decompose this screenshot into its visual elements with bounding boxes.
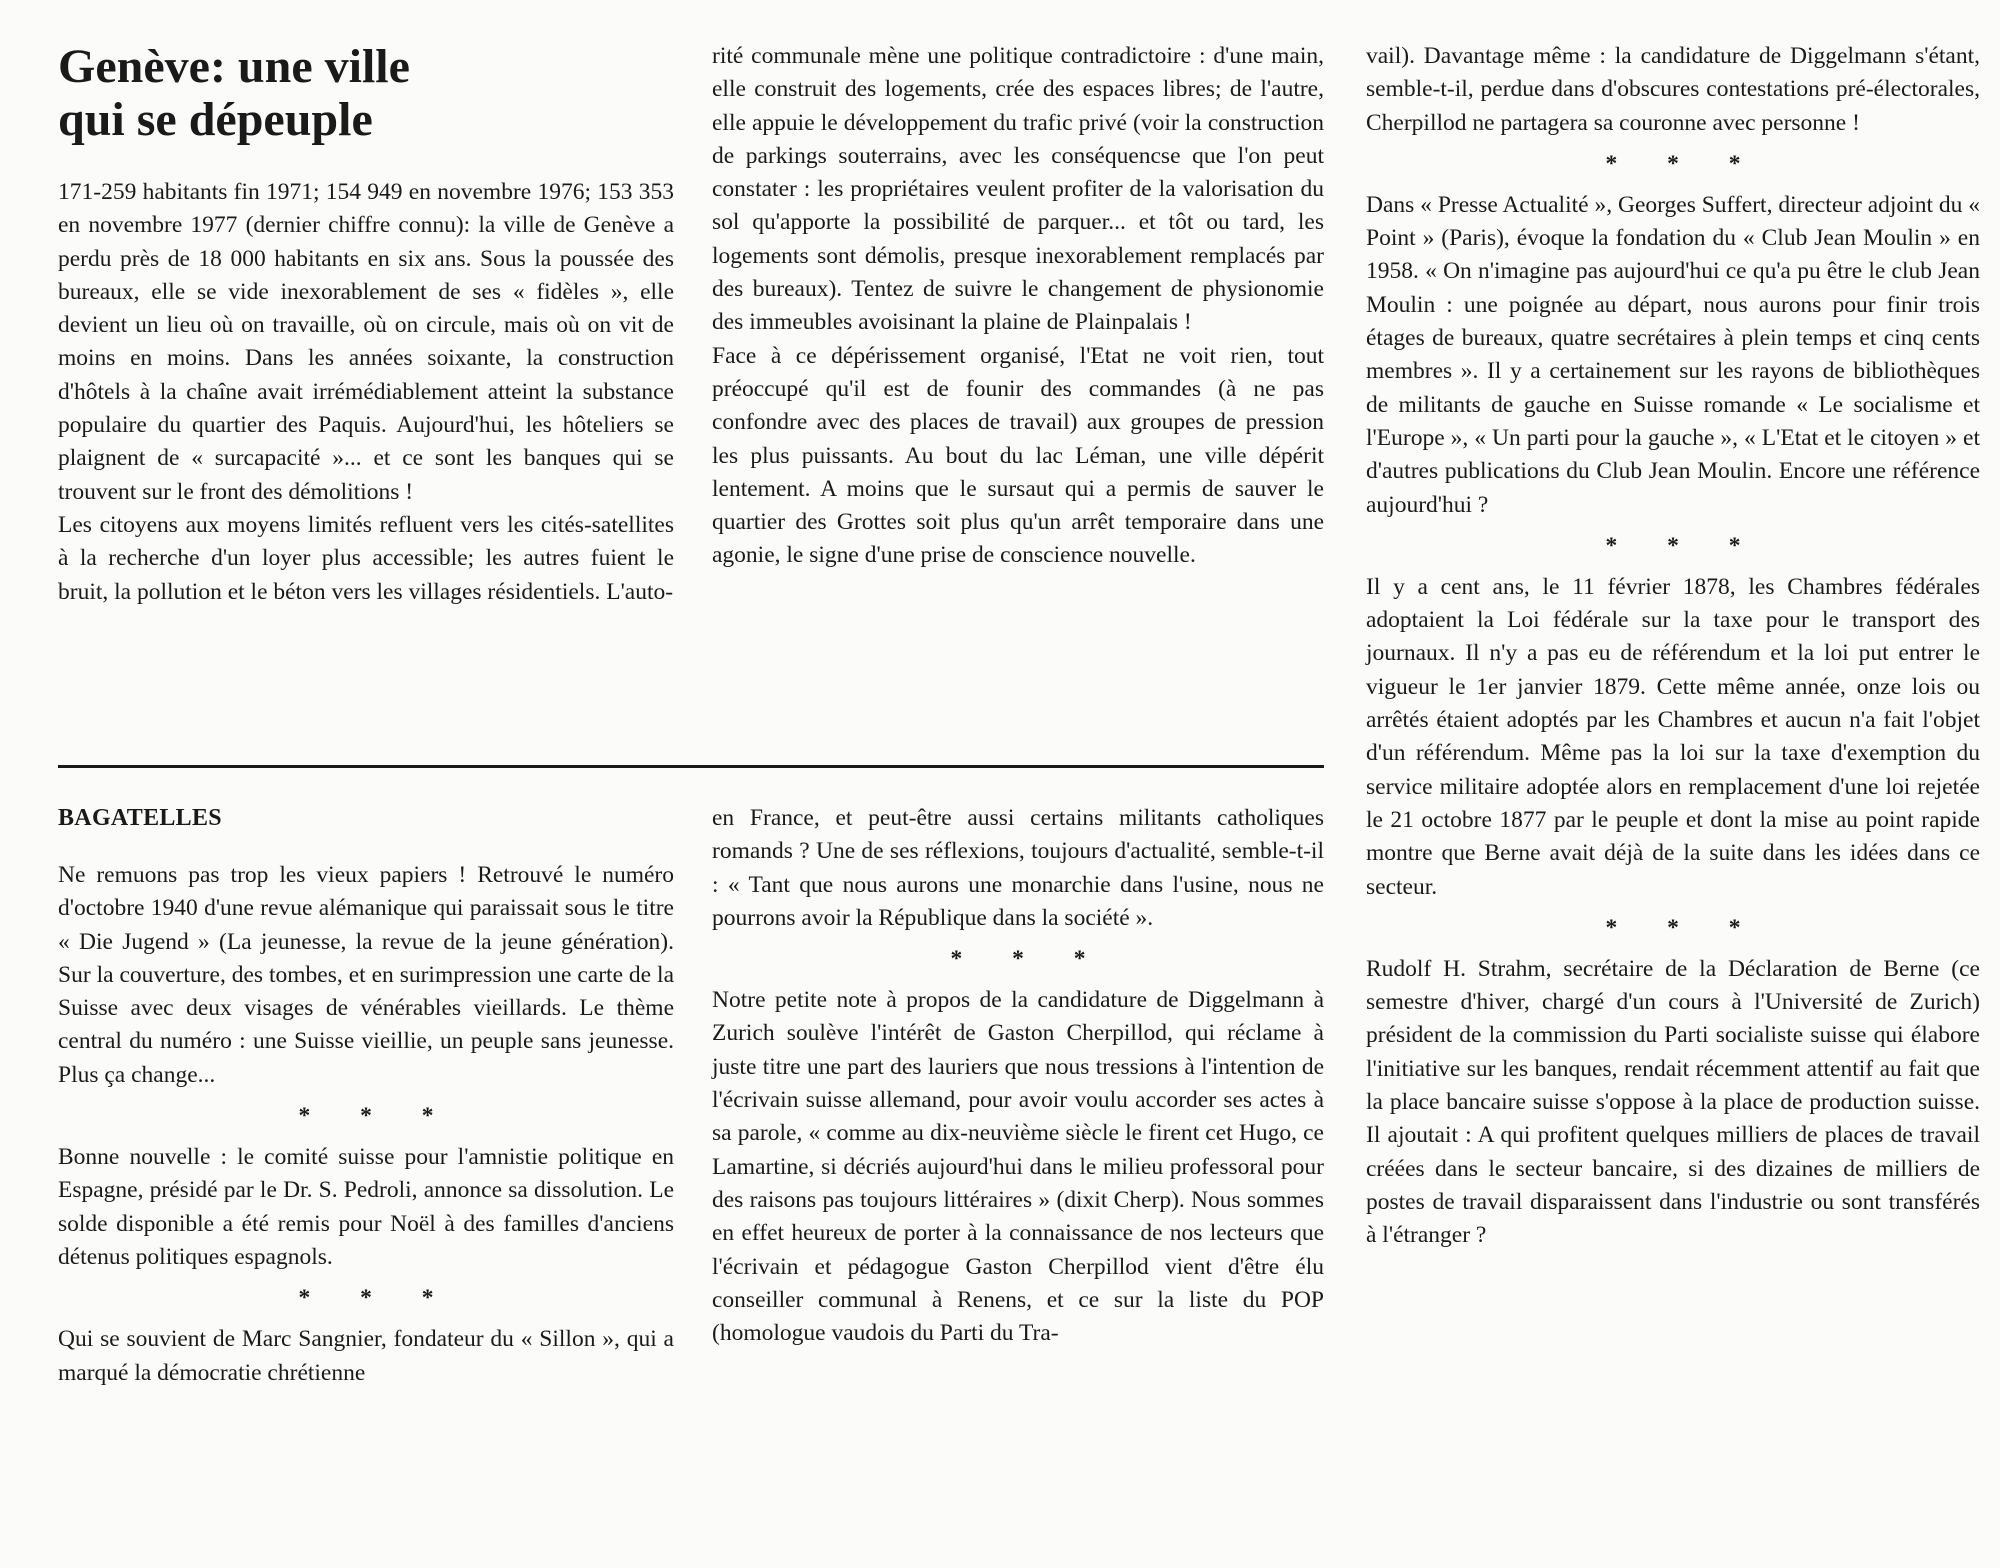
- bagatelles-paragraph: en France, et peut-être aussi certains militants catholiques romands ? Une de ses réflexions, toujours d'actualité, semble-t-il : « Tant que nous aurons une monarchie dans l'usine, nous ne pourrons avoir la République dans la société ».: [712, 805, 1324, 931]
- bagatelles-paragraph: Bonne nouvelle : le comité suisse pour l'amnistie politique en Espagne, présidé par le Dr. S. Pedroli, annonce sa dissolution. Le solde disponible a été remis pour Noël à des familles d'anciens détenus politiques espagnols.: [58, 1144, 674, 1270]
- section-separator: * * *: [1605, 914, 1763, 941]
- bagatelles-column-2: [712, 802, 1324, 1350]
- article-paragraph: Face à ce dépérissement organisé, l'Etat ne voit rien, tout préoccupé qu'il est de founir des commandes (à ne pas confondre avec des places de travail) aux groupes de pression les plus puissants. Au bout du lac Léman, une ville dépérit lentement. A moins que le sursaut qui a permis de sauver le quartier des Grottes soit plus qu'un arrêt temporaire dans une agonie, le signe d'une prise de conscience nouvelle.: [712, 342, 1324, 569]
- horizontal-divider: [58, 765, 1324, 768]
- bagatelles-paragraph: vail). Davantage même : la candidature de Diggelmann s'étant, semble-t-il, perdue dans d'obscures contestations pré-électorales, Cherpillod ne partagera sa couronne avec personne !: [1366, 43, 1980, 136]
- bagatelles-column-1: [58, 802, 674, 1390]
- bagatelles-paragraph: Rudolf H. Strahm, secrétaire de la Déclaration de Berne (ce semestre d'hiver, chargé d'un cours à l'Université de Zurich) président de la commission du Parti socialiste suisse qui élabore l'initiative sur les banques, rendait récemment attentif au fait que la place bancaire suisse s'oppose à la place de production suisse. Il ajoutait : A qui profitent quelques milliers de places de travail créées dans le secteur bancaire, si des dizaines de milliers de postes de travail disparaissent dans l'industrie ou sont transférés à l'étranger ?: [1366, 955, 1980, 1249]
- article-title: [58, 40, 674, 146]
- article-paragraph: Les citoyens aux moyens limités refluent vers les cités-satellites à la recherche d'un loyer plus accessible; les autres fuient le bruit, la pollution et le béton vers les villages résidentiels. L'auto-: [58, 511, 674, 605]
- section-separator: * * *: [950, 946, 1108, 973]
- section-separator: * * *: [298, 1285, 456, 1312]
- bagatelles-column-3: [1366, 40, 1980, 1253]
- bagatelles-paragraph: Notre petite note à propos de la candidature de Diggelmann à Zurich soulève l'intérêt de Gaston Cherpillod, qui réclame à juste titre une part des lauriers que nous tressions à l'intention de l'écrivain suisse allemand, pour avoir voulu accorder ses actes à sa parole, « comme au dix-neuvième siècle le firent cet Hugo, ce Lamartine, si décriés aujourd'hui dans le milieu professoral pour des raisons pas toujours littéraires » (dixit Cherp). Nous sommes en effet heureux de porter à la connaissance de nos lecteurs que l'écrivain et pédagogue Gaston Cherpillod vient d'être élu conseiller communal à Renens, et ce sur la liste du POP (homologue vaudois du Parti du Tra-: [712, 987, 1324, 1347]
- bagatelles-paragraph: Il y a cent ans, le 11 février 1878, les Chambres fédérales adoptaient la Loi fédérale sur la taxe pour le transport des journaux. Il n'y a pas eu de référendum et la loi put entrer le vigueur le 1er janvier 1879. Cette même année, onze lois ou arrêtés étaient adoptés par les Chambres et aucun n'a fait l'objet d'un référendum. Même pas la loi sur la taxe d'exemption du service militaire adoptée alors en remplacement d'une loi rejetée le 21 octobre 1877 par le peuple et dont la mise au point rapide montre que Berne avait déjà de la suite dans les idées dans ce secteur.: [1366, 573, 1980, 900]
- article-title-line-1: Genève: une ville: [58, 40, 410, 93]
- article-column-1: [58, 40, 674, 609]
- bagatelles-paragraph: Ne remuons pas trop les vieux papiers ! Retrouvé le numéro d'octobre 1940 d'une revue alémanique qui paraissait sous le titre « Die Jugend » (La jeunesse, la revue de la jeune génération). Sur la couverture, des tombes, et en surimpression une carte de la Suisse avec deux visages de vénérables vieillards. Le thème central du numéro : une Suisse vieillie, un peuple sans jeunesse. Plus ça change...: [58, 862, 674, 1088]
- article-paragraph: rité communale mène une politique contradictoire : d'une main, elle construit des logements, crée des espaces libres; de l'autre, elle appuie le développement du trafic privé (voir la construction de parkings souterrains, avec les conséquencse que l'on peut constater : les propriétaires veulent profiter de la valorisation du sol qu'apporte la possibilité de parquer... et tôt ou tard, les logements sont démolis, presque inexorablement remplacés par des bureaux). Tentez de suivre le changement de physionomie des immeubles avoisinant la plaine de Plainpalais !: [712, 43, 1324, 336]
- bagatelles-paragraph: Dans « Presse Actualité », Georges Suffert, directeur adjoint du « Point » (Paris), évoque la fondation du « Club Jean Moulin » en 1958. « On n'imagine pas aujourd'hui ce qu'a pu être le club Jean Moulin : une poignée au départ, nous aurons pour finir trois étages de bureaux, quatre secrétaires à plein temps et cinq cents membres ». Il y a certainement sur les rayons de bibliothèques de militants de gauche en Suisse romande « Le socialisme et l'Europe », « Un parti pour la gauche », « L'Etat et le citoyen » et d'autres publications du Club Jean Moulin. Encore une référence aujourd'hui ?: [1366, 191, 1980, 518]
- section-separator: * * *: [1605, 150, 1763, 177]
- section-separator: * * *: [1605, 532, 1763, 559]
- article-paragraph: 171-259 habitants fin 1971; 154 949 en novembre 1976; 153 353 en novembre 1977 (dernier chiffre connu): la ville de Genève a perdu près de 18 000 habitants en six ans. Sous la poussée des bureaux, elle se vide inexorablement de ses « fidèles », elle devient un lieu où on travaille, où on circule, mais où on vit de moins en moins. Dans les années soixante, la construction d'hôtels à la chaîne avait irrémédiablement atteint la substance populaire du quartier des Paquis. Aujourd'hui, les hôteliers se plaignent de « surcapacité »... et ce sont les banques qui se trouvent sur le front des démolitions !: [58, 179, 674, 505]
- bagatelles-paragraph: Qui se souvient de Marc Sangnier, fondateur du « Sillon », qui a marqué la démocratie chrétienne: [58, 1326, 674, 1386]
- section-separator: * * *: [298, 1103, 456, 1130]
- bagatelles-heading: BAGATELLES: [58, 805, 222, 831]
- article-title-line-2: qui se dépeuple: [58, 93, 373, 146]
- article-column-2: [712, 40, 1324, 573]
